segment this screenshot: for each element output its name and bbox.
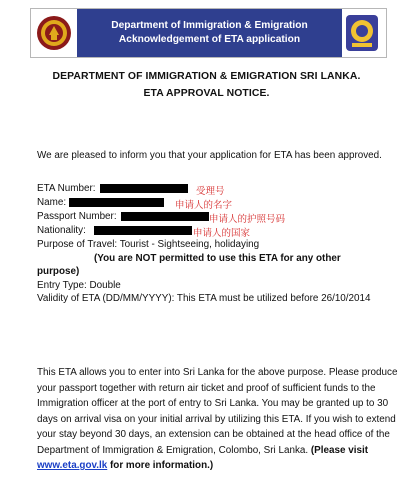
redaction-bar: [100, 184, 188, 193]
header-line2: Acknowledgement of ETA application: [118, 34, 301, 45]
redaction-bar: [121, 212, 209, 221]
eta-website-link[interactable]: www.eta.gov.lk: [37, 460, 108, 471]
sri-lanka-coat-of-arms-icon: [35, 13, 73, 53]
immigration-department-emblem-icon: [344, 13, 380, 53]
header-title-band: [77, 9, 342, 57]
page-title: DEPARTMENT OF IMMIGRATION & EMIGRATION SRI LANKA.: [52, 71, 361, 82]
name-label: Name:: [37, 197, 67, 208]
entry-type: Entry Type: Double: [37, 280, 121, 291]
name-note: 申请人的名字: [175, 200, 233, 211]
warning-line2: purpose): [37, 266, 80, 277]
body-paragraph: [37, 365, 401, 474]
redaction-bar: [94, 226, 192, 235]
header-banner: [30, 8, 387, 58]
nationality-label: Nationality:: [37, 225, 86, 236]
passport-note: 申请人的护照号码: [209, 214, 286, 225]
visit-suffix: for more information.): [110, 460, 214, 471]
header-line1: Department of Immigration & Emigration: [111, 20, 308, 31]
validity: Validity of ETA (DD/MM/YYYY): This ETA must be utilized before 26/10/2014: [37, 293, 371, 304]
warning-line1: (You are NOT permitted to use this ETA for any other: [94, 253, 341, 264]
page-subtitle: ETA APPROVAL NOTICE.: [143, 88, 270, 99]
purpose-of-travel: Purpose of Travel: Tourist - Sightseeing, holidaying: [37, 239, 260, 250]
eta-number-label: ETA Number:: [37, 183, 96, 194]
passport-number-label: Passport Number:: [37, 211, 117, 222]
eta-number-note: 受理号: [196, 186, 225, 197]
intro-text: We are pleased to inform you that your application for ETA has been approved.: [37, 150, 382, 161]
redaction-bar: [69, 198, 164, 207]
visit-prefix: (Please visit: [310, 444, 368, 456]
nationality-note: 申请人的国家: [193, 228, 251, 239]
body-text: This ETA allows you to enter into Sri Lanka for the above purpose. Please produce your passport together with return air ticket and proof of sufficient funds to the Immigration officer at the port of entry to Sri Lanka. You may be granted up to 30 days on arrival visa on your initial arrival by utilizing this ETA. If you wish to extend your stay beyond 30 days, an extension can be obtained at the head office of the Department of Immigration & Emigration, Colombo, Sri Lanka.: [37, 367, 398, 456]
